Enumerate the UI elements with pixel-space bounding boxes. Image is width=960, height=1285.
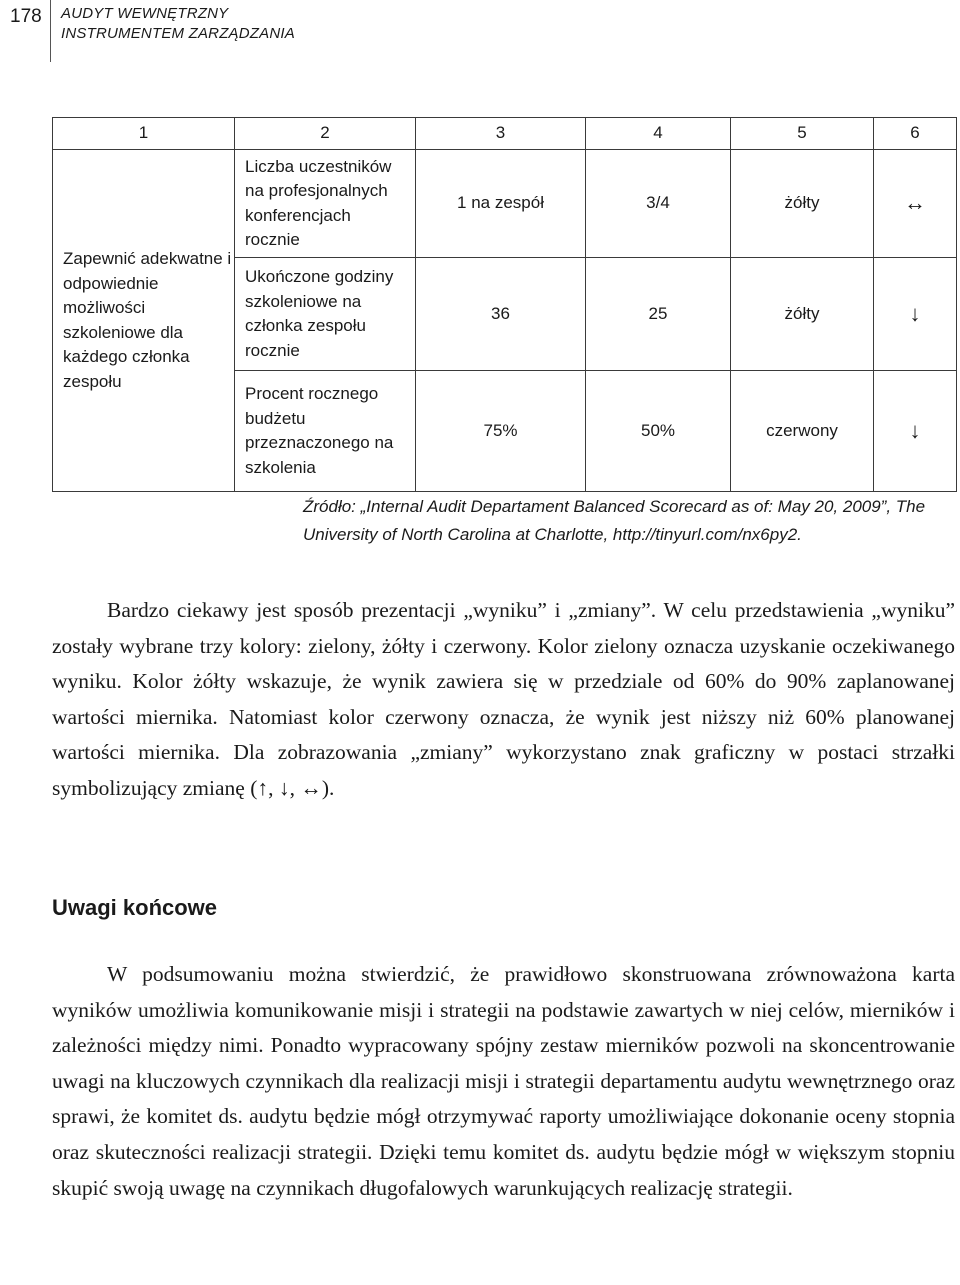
objective-cell: Zapewnić adekwatne i odpowiednie możliwości szkoleniowe dla każdego członka zespołu <box>53 150 235 492</box>
actual-cell: 3/4 <box>586 150 731 258</box>
trend-arrow-icon: ↔ <box>874 150 957 258</box>
header-divider <box>50 0 51 62</box>
page-header <box>0 0 960 62</box>
column-number: 6 <box>874 118 957 150</box>
table-source-note: Źródło: „Internal Audit Departament Balanced Scorecard as of: May 20, 2009”, The University of North Carolina at Charlotte, http://tinyurl.com/nx6py2. <box>303 497 926 544</box>
target-cell: 75% <box>416 371 586 492</box>
target-cell: 36 <box>416 258 586 371</box>
table-row <box>53 150 957 258</box>
column-number-row <box>53 118 957 150</box>
running-title-line2: INSTRUMENTEM ZARZĄDZANIA <box>61 25 295 42</box>
measure-cell: Procent rocznego budżetu przeznaczonego na szkolenia <box>235 371 416 492</box>
body-paragraph: Bardzo ciekawy jest sposób prezentacji „wyniku” i „zmiany”. W celu przedstawienia „wyniku” zostały wybrane trzy kolory: zielony, żółty i czerwony. Kolor zielony oznacza uzyskanie oczekiwanego wyniku. Kolor żółty wskazuje, że wynik zawiera się w przedziale od 60% do 90% zaplanowanej wartości miernika. Natomiast kolor czerwony oznacza, że wynik jest niższy niż 60% planowanej wartości miernika. Dla zobrazowania „zmiany” wykorzystano znak graficzny w postaci strzałki symbolizujący zmianę (↑, ↓, ↔). <box>52 598 955 800</box>
trend-arrow-icon: ↓ <box>874 371 957 492</box>
status-cell: czerwony <box>731 371 874 492</box>
trend-arrow-icon: ↓ <box>874 258 957 371</box>
status-cell: żółty <box>731 258 874 371</box>
running-title-line1: AUDYT WEWNĘTRZNY <box>61 5 229 22</box>
page-number: 178 <box>10 6 42 27</box>
column-number: 3 <box>416 118 586 150</box>
running-title <box>61 4 295 44</box>
column-number: 1 <box>53 118 235 150</box>
target-cell: 1 na zespół <box>416 150 586 258</box>
actual-cell: 25 <box>586 258 731 371</box>
body-paragraph: W podsumowaniu można stwierdzić, że prawidłowo skonstruowana zrównoważona karta wyników umożliwia komunikowanie misji i strategii na podstawie zawartych w niej celów, mierników i zależności między nimi. Ponadto wypracowany spójny zestaw mierników pozwoli na skoncentrowanie uwagi na kluczowych czynnikach dla realizacji misji i strategii departamentu audytu wewnętrznego oraz sprawi, że komitet ds. audytu będzie mógł otrzymywać raporty umożliwiające dokonanie oceny stopnia oraz skuteczności realizacji strategii. Dzięki temu komitet ds. audytu będzie mógł w większym stopniu skupić swoją uwagę na czynnikach długofalowych warunkujących realizację strategii. <box>52 962 955 1200</box>
actual-cell: 50% <box>586 371 731 492</box>
measure-cell: Liczba uczestników na profesjonalnych konferencjach rocznie <box>235 150 416 258</box>
column-number: 4 <box>586 118 731 150</box>
column-number: 2 <box>235 118 416 150</box>
section-heading: Uwagi końcowe <box>52 895 218 920</box>
measure-cell: Ukończone godziny szkoleniowe na członka zespołu rocznie <box>235 258 416 371</box>
column-number: 5 <box>731 118 874 150</box>
balanced-scorecard-table <box>52 117 957 492</box>
status-cell: żółty <box>731 150 874 258</box>
